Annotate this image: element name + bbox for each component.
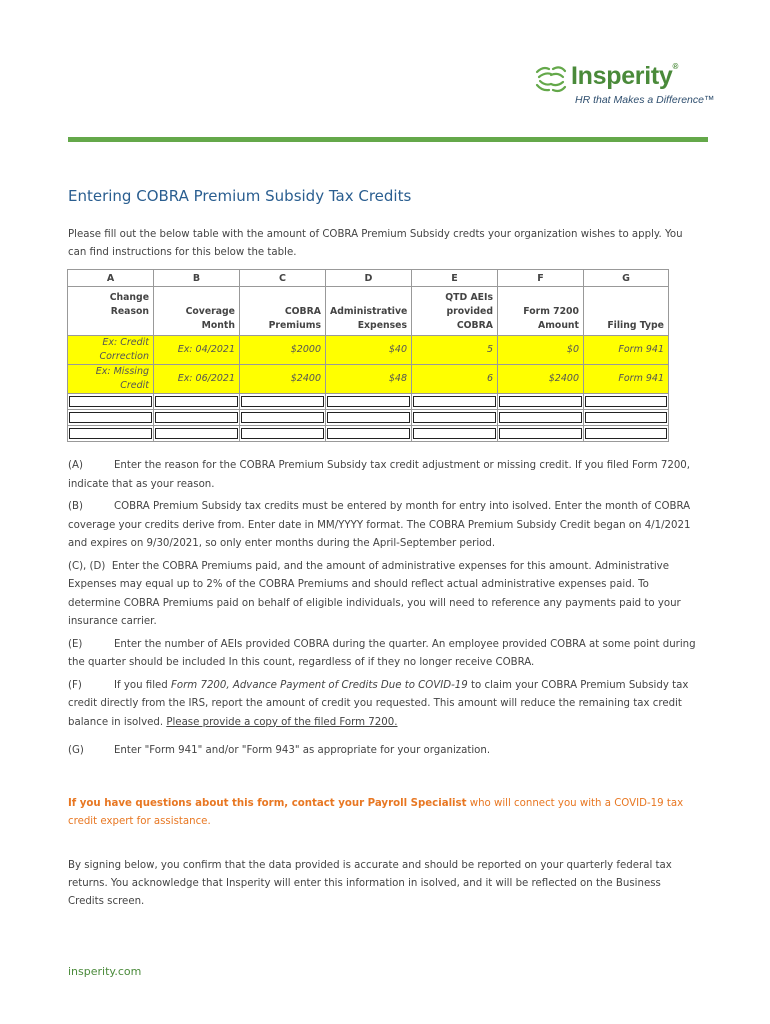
note-cd: (C), (D) Enter the COBRA Premiums paid, and the amount of administrative expenses for this amount. Administrative Expenses may equal up to 2% of the COBRA Premiums and should reflect actual administrative expenses paid. To determine COBRA Premiums paid on behalf of eligible individuals, you will need to reference any payments paid to your insurance carrier. (68, 560, 681, 627)
cobra-premiums-field[interactable] (241, 428, 324, 439)
admin-expenses-field[interactable] (327, 428, 410, 439)
entry-row (68, 394, 669, 410)
form-7200-amount-field[interactable] (499, 428, 582, 439)
admin-expenses-field[interactable] (327, 412, 410, 423)
logo-tagline: HR that Makes a Difference™ (575, 94, 715, 106)
table-cell: $48 (326, 365, 412, 394)
signing-statement: By signing below, you confirm that the data provided is accurate and should be reported on your quarterly federal tax returns. You acknowledge that Insperity will enter this information in isolved, and it will be reflected on the Business Credits screen. (68, 860, 672, 907)
note-g: (G) Enter "Form 941" and/or "Form 943" as appropriate for your organization. (68, 745, 491, 756)
coverage-month-field[interactable] (155, 412, 238, 423)
header-form-7200-amount: Form 7200 Amount (498, 287, 584, 336)
insperity-logo (533, 60, 715, 115)
cobra-premiums-field[interactable] (241, 396, 324, 407)
instructions (68, 457, 704, 765)
column-header-row (68, 287, 669, 336)
table-cell: $2400 (498, 365, 584, 394)
insperity-mark-icon (533, 63, 569, 97)
note-a: (A) Enter the reason for the COBRA Premium Subsidy tax credit adjustment or missing credit. If you filed Form 7200, indicate that as your reason. (68, 460, 691, 490)
entry-row (68, 410, 669, 426)
change-reason-field[interactable] (69, 396, 152, 407)
qtd-aeis-field[interactable] (413, 428, 496, 439)
col-letter: G (584, 270, 669, 287)
filing-type-field[interactable] (585, 428, 667, 439)
table-cell: $2000 (240, 336, 326, 365)
example-row (68, 336, 669, 365)
example-row (68, 365, 669, 394)
header-rule (68, 137, 708, 142)
coverage-month-field[interactable] (155, 396, 238, 407)
table-cell: Form 941 (584, 336, 669, 365)
col-letter: B (154, 270, 240, 287)
change-reason-field[interactable] (69, 428, 152, 439)
table-cell: $40 (326, 336, 412, 365)
form-7200-amount-field[interactable] (499, 396, 582, 407)
contact-note: If you have questions about this form, contact your Payroll Specialist who will connect you with a COVID-19 tax credit expert for assistance. (68, 798, 684, 827)
header-coverage-month: Coverage Month (154, 287, 240, 336)
logo-wordmark: Insperity® (571, 62, 679, 90)
col-letter: F (498, 270, 584, 287)
header-admin-expenses: Administrative Expenses (326, 287, 412, 336)
admin-expenses-field[interactable] (327, 396, 410, 407)
change-reason-field[interactable] (69, 412, 152, 423)
page-title: Entering COBRA Premium Subsidy Tax Credits (68, 187, 412, 205)
table-cell: Ex: 06/2021 (154, 365, 240, 394)
col-letter: D (326, 270, 412, 287)
table-cell: Ex: Credit Correction (68, 336, 154, 365)
table-cell: $0 (498, 336, 584, 365)
note-e: (E) Enter the number of AEIs provided COBRA during the quarter. An employee provided COBRA at some point during the quarter should be included In this count, regardless of if they no longer receive COBRA. (68, 638, 696, 668)
table-cell: 5 (412, 336, 498, 365)
table-cell: Ex: 04/2021 (154, 336, 240, 365)
column-letter-row (68, 270, 669, 287)
intro-text: Please fill out the below table with the amount of COBRA Premium Subsidy credts your organization wishes to apply. You can find instructions for this below the table. (68, 229, 683, 258)
col-letter: A (68, 270, 154, 287)
col-letter: E (412, 270, 498, 287)
note-b: (B) COBRA Premium Subsidy tax credits must be entered by month for entry into isolved. Enter the month of COBRA coverage your credits derive from. Enter date in MM/YYYY format. The COBRA Premium Subsidy Credit began on 4/1/2021 and expires on 9/30/2021, so only enter months during the April-September period. (68, 501, 691, 549)
note-f: (F) If you filed Form 7200, Advance Payment of Credits Due to COVID-19 to claim your COBRA Premium Subsidy tax credit directly from the IRS, report the amount of credit you requested. This amount will reduce the remaining tax credit balance in isolved. Please provide a copy of the filed Form 7200. (68, 679, 689, 728)
footer-url[interactable]: insperity.com (68, 965, 142, 978)
table-cell: 6 (412, 365, 498, 394)
filing-type-field[interactable] (585, 412, 667, 423)
coverage-month-field[interactable] (155, 428, 238, 439)
credits-table (67, 269, 669, 442)
filing-type-field[interactable] (585, 396, 667, 407)
table-cell: Ex: Missing Credit (68, 365, 154, 394)
cobra-premiums-field[interactable] (241, 412, 324, 423)
qtd-aeis-field[interactable] (413, 412, 496, 423)
header-change-reason: Change Reason (68, 287, 154, 336)
col-letter: C (240, 270, 326, 287)
form-7200-amount-field[interactable] (499, 412, 582, 423)
entry-row (68, 426, 669, 442)
header-filing-type: Filing Type (584, 287, 669, 336)
header-qtd-aeis: QTD AEIs provided COBRA (412, 287, 498, 336)
table-cell: $2400 (240, 365, 326, 394)
table-cell: Form 941 (584, 365, 669, 394)
qtd-aeis-field[interactable] (413, 396, 496, 407)
header-cobra-premiums: COBRA Premiums (240, 287, 326, 336)
